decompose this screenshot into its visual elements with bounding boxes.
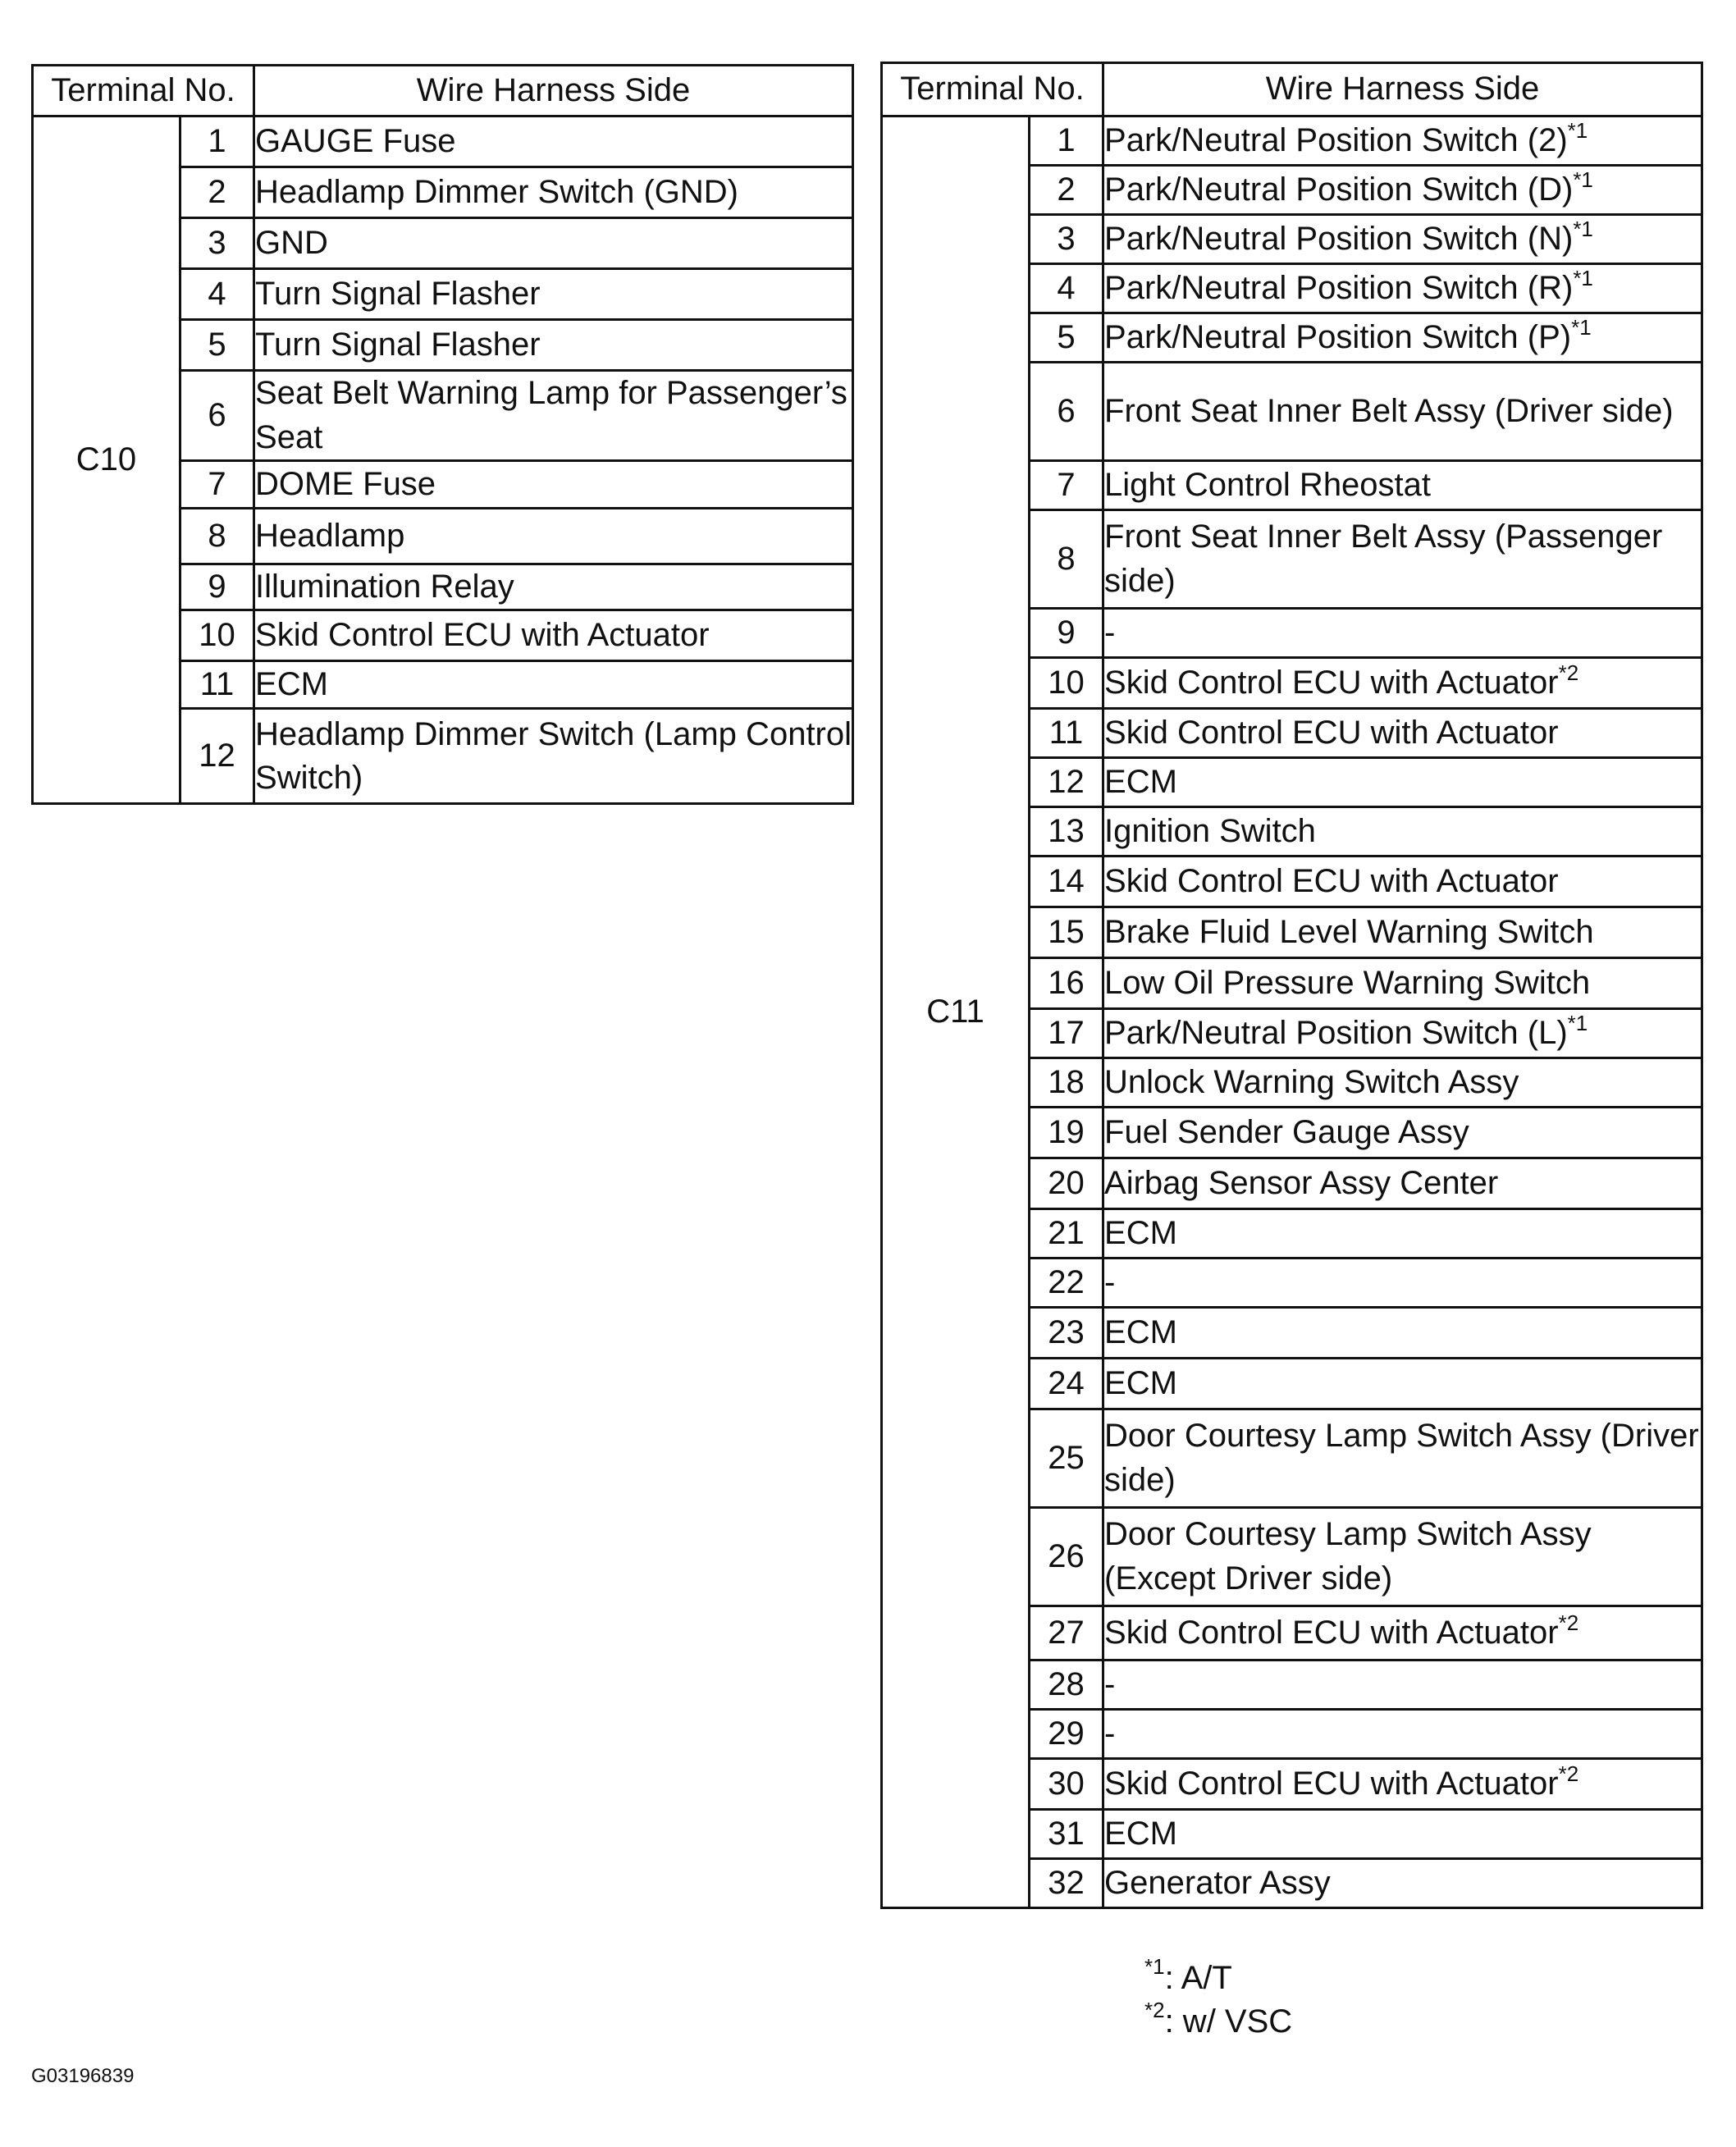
terminal-number: 5	[180, 320, 254, 371]
wire-harness-text: ECM	[1104, 763, 1177, 800]
wire-harness-text: ECM	[1104, 1214, 1177, 1251]
wire-harness-text: GND	[255, 224, 328, 261]
terminal-no-header: Terminal No.	[882, 63, 1103, 116]
terminal-number: 3	[180, 218, 254, 269]
wire-harness-text: ECM	[1104, 1364, 1177, 1401]
wire-harness-side	[254, 167, 853, 218]
terminal-number: 19	[1030, 1108, 1103, 1158]
wire-harness-side	[254, 116, 853, 167]
wire-harness-side	[1103, 1158, 1702, 1209]
terminal-number: 8	[180, 509, 254, 564]
wire-harness-side	[1103, 807, 1702, 857]
figure-id: G03196839	[31, 2065, 135, 2087]
footnotes	[1144, 1954, 1293, 2044]
wire-harness-side	[1103, 363, 1702, 461]
wire-harness-text: Front Seat Inner Belt Assy (Passenger side)	[1104, 518, 1663, 599]
terminal-number: 10	[1030, 658, 1103, 709]
wire-harness-text: Park/Neutral Position Switch (R)	[1104, 269, 1574, 306]
wire-harness-side	[254, 218, 853, 269]
wire-harness-side	[254, 461, 853, 509]
terminal-number: 32	[1030, 1859, 1103, 1908]
wire-harness-text: Skid Control ECU with Actuator	[1104, 664, 1559, 701]
wire-harness-side	[1103, 1759, 1702, 1810]
terminal-number: 28	[1030, 1660, 1103, 1710]
wire-harness-text: ECM	[1104, 1313, 1177, 1350]
wire-harness-text: Skid Control ECU with Actuator	[1104, 1765, 1559, 1802]
connector-code: C10	[33, 116, 180, 804]
terminal-number: 16	[1030, 958, 1103, 1009]
wire-harness-text: Headlamp Dimmer Switch (GND)	[255, 173, 738, 210]
terminal-number: 22	[1030, 1259, 1103, 1308]
wire-harness-side	[1103, 1259, 1702, 1308]
connector-table-c11	[880, 62, 1703, 1909]
wire-harness-side	[1103, 1058, 1702, 1108]
connector-code: C11	[882, 116, 1030, 1908]
terminal-number: 25	[1030, 1409, 1103, 1508]
wire-harness-text: DOME Fuse	[255, 465, 436, 502]
table-row	[33, 116, 853, 167]
wire-harness-text: Skid Control ECU with Actuator	[1104, 1614, 1559, 1651]
wire-harness-text: Park/Neutral Position Switch (N)	[1104, 220, 1574, 257]
wire-harness-side	[1103, 313, 1702, 363]
footnote-mark: *2	[1558, 1610, 1579, 1635]
terminal-number: 1	[180, 116, 254, 167]
wire-harness-text: -	[1104, 614, 1116, 651]
wire-harness-side	[254, 320, 853, 371]
footnote-mark: *1	[1573, 265, 1593, 290]
wire-harness-text: Headlamp	[255, 517, 405, 554]
terminal-number: 7	[1030, 461, 1103, 510]
wire-harness-side	[254, 509, 853, 564]
wire-harness-text: Ignition Switch	[1104, 812, 1316, 849]
wire-harness-side	[1103, 264, 1702, 313]
wire-harness-text: Park/Neutral Position Switch (L)	[1104, 1014, 1568, 1051]
wire-harness-side	[1103, 1308, 1702, 1359]
terminal-number: 20	[1030, 1158, 1103, 1209]
wire-harness-text: Park/Neutral Position Switch (2)	[1104, 121, 1568, 158]
wire-harness-text: Headlamp Dimmer Switch (Lamp Control Switch)	[255, 715, 852, 796]
wire-harness-side	[1103, 1660, 1702, 1710]
terminal-number: 1	[1030, 116, 1103, 166]
terminal-number: 3	[1030, 215, 1103, 264]
wire-harness-text: Seat Belt Warning Lamp for Passenger’s Seat	[255, 375, 847, 455]
wire-harness-text: Front Seat Inner Belt Assy (Driver side)	[1104, 392, 1674, 429]
wire-harness-side	[1103, 658, 1702, 709]
wire-harness-side	[1103, 758, 1702, 807]
wire-harness-text: Generator Assy	[1104, 1864, 1331, 1901]
wire-harness-side	[1103, 116, 1702, 166]
wire-harness-text: ECM	[255, 666, 328, 703]
terminal-number: 26	[1030, 1508, 1103, 1606]
wire-harness-text: Door Courtesy Lamp Switch Assy (Driver side)	[1104, 1418, 1699, 1498]
wire-harness-side	[254, 661, 853, 709]
footnote-mark: *2	[1558, 1761, 1579, 1786]
wire-harness-text: Airbag Sensor Assy Center	[1104, 1164, 1499, 1201]
terminal-number: 2	[1030, 166, 1103, 215]
terminal-number: 4	[1030, 264, 1103, 313]
wire-harness-side	[1103, 1409, 1702, 1508]
terminal-number: 27	[1030, 1606, 1103, 1660]
terminal-number: 2	[180, 167, 254, 218]
wire-harness-side	[1103, 1710, 1702, 1759]
terminal-number: 7	[180, 461, 254, 509]
wire-harness-side	[1103, 857, 1702, 907]
terminal-number: 6	[180, 371, 254, 461]
terminal-number: 21	[1030, 1209, 1103, 1259]
wire-harness-side	[1103, 1108, 1702, 1158]
terminal-number: 13	[1030, 807, 1103, 857]
wire-harness-text: Park/Neutral Position Switch (D)	[1104, 171, 1574, 208]
wire-harness-side	[1103, 1209, 1702, 1259]
wire-harness-text: GAUGE Fuse	[255, 122, 456, 159]
terminal-number: 30	[1030, 1759, 1103, 1810]
wire-harness-side	[1103, 215, 1702, 264]
wire-harness-text: Park/Neutral Position Switch (P)	[1104, 318, 1572, 355]
terminal-number: 29	[1030, 1710, 1103, 1759]
terminal-number: 14	[1030, 857, 1103, 907]
wire-harness-side	[1103, 510, 1702, 609]
wire-harness-side	[1103, 907, 1702, 958]
terminal-no-header: Terminal No.	[33, 66, 254, 116]
wire-harness-text: Brake Fluid Level Warning Switch	[1104, 913, 1594, 950]
footnote-mark: *1	[1571, 314, 1592, 340]
terminal-number: 9	[180, 564, 254, 610]
wire-harness-text: Skid Control ECU with Actuator	[1104, 862, 1559, 899]
footnote-mark: *1	[1567, 1010, 1588, 1035]
wire-harness-side	[1103, 461, 1702, 510]
wire-harness-side	[1103, 1508, 1702, 1606]
wire-harness-text: -	[1104, 1715, 1116, 1752]
wire-harness-text: Turn Signal Flasher	[255, 275, 541, 312]
footnote-mark: *2	[1558, 660, 1579, 685]
wire-harness-side	[254, 269, 853, 320]
terminal-number: 24	[1030, 1359, 1103, 1409]
terminal-number: 15	[1030, 907, 1103, 958]
terminal-number: 18	[1030, 1058, 1103, 1108]
wire-harness-side	[1103, 709, 1702, 758]
terminal-number: 17	[1030, 1009, 1103, 1058]
footnote-mark: *1	[1573, 216, 1593, 241]
footnote-mark: *1	[1573, 167, 1593, 192]
wire-harness-side	[254, 371, 853, 461]
wire-harness-side	[254, 564, 853, 610]
wire-harness-text: Skid Control ECU with Actuator	[1104, 714, 1559, 751]
wire-harness-text: -	[1104, 1665, 1116, 1702]
wire-harness-text: Unlock Warning Switch Assy	[1104, 1063, 1519, 1100]
terminal-number: 11	[1030, 709, 1103, 758]
wire-harness-side	[1103, 958, 1702, 1009]
wire-harness-side	[1103, 609, 1702, 658]
terminal-number: 31	[1030, 1810, 1103, 1859]
wire-harness-side	[1103, 1859, 1702, 1908]
table-row	[882, 116, 1702, 166]
terminal-number: 8	[1030, 510, 1103, 609]
wire-harness-text: Skid Control ECU with Actuator	[255, 617, 710, 654]
wire-harness-side	[1103, 1009, 1702, 1058]
terminal-number: 11	[180, 661, 254, 709]
wire-harness-text: ECM	[1104, 1815, 1177, 1852]
wire-harness-text: Turn Signal Flasher	[255, 326, 541, 363]
terminal-number: 4	[180, 269, 254, 320]
wire-harness-side	[254, 610, 853, 661]
wire-harness-side	[254, 709, 853, 804]
footnote-at: $^{*1}$: A/T	[1144, 1954, 1232, 1996]
footnote-mark: *1	[1567, 117, 1588, 143]
wire-harness-side	[1103, 166, 1702, 215]
wire-harness-side	[1103, 1359, 1702, 1409]
wire-harness-text: Light Control Rheostat	[1104, 466, 1432, 503]
connector-table-c10	[31, 64, 854, 805]
wire-harness-side	[1103, 1810, 1702, 1859]
terminal-number: 10	[180, 610, 254, 661]
terminal-number: 9	[1030, 609, 1103, 658]
terminal-number: 6	[1030, 363, 1103, 461]
wire-harness-text: Fuel Sender Gauge Assy	[1104, 1113, 1469, 1150]
wire-harness-side-header: Wire Harness Side	[1103, 63, 1702, 116]
terminal-number: 5	[1030, 313, 1103, 363]
terminal-number: 23	[1030, 1308, 1103, 1359]
wire-harness-side	[1103, 1606, 1702, 1660]
wire-harness-text: -	[1104, 1263, 1116, 1300]
terminal-number: 12	[180, 709, 254, 804]
footnote-vsc: $^{*2}$: w/ VSC	[1144, 1998, 1293, 2040]
wire-harness-text: Door Courtesy Lamp Switch Assy (Except Driver side)	[1104, 1516, 1592, 1597]
wire-harness-side-header: Wire Harness Side	[254, 66, 853, 116]
wire-harness-text: Low Oil Pressure Warning Switch	[1104, 964, 1591, 1001]
wire-harness-text: Illumination Relay	[255, 569, 514, 605]
terminal-number: 12	[1030, 758, 1103, 807]
